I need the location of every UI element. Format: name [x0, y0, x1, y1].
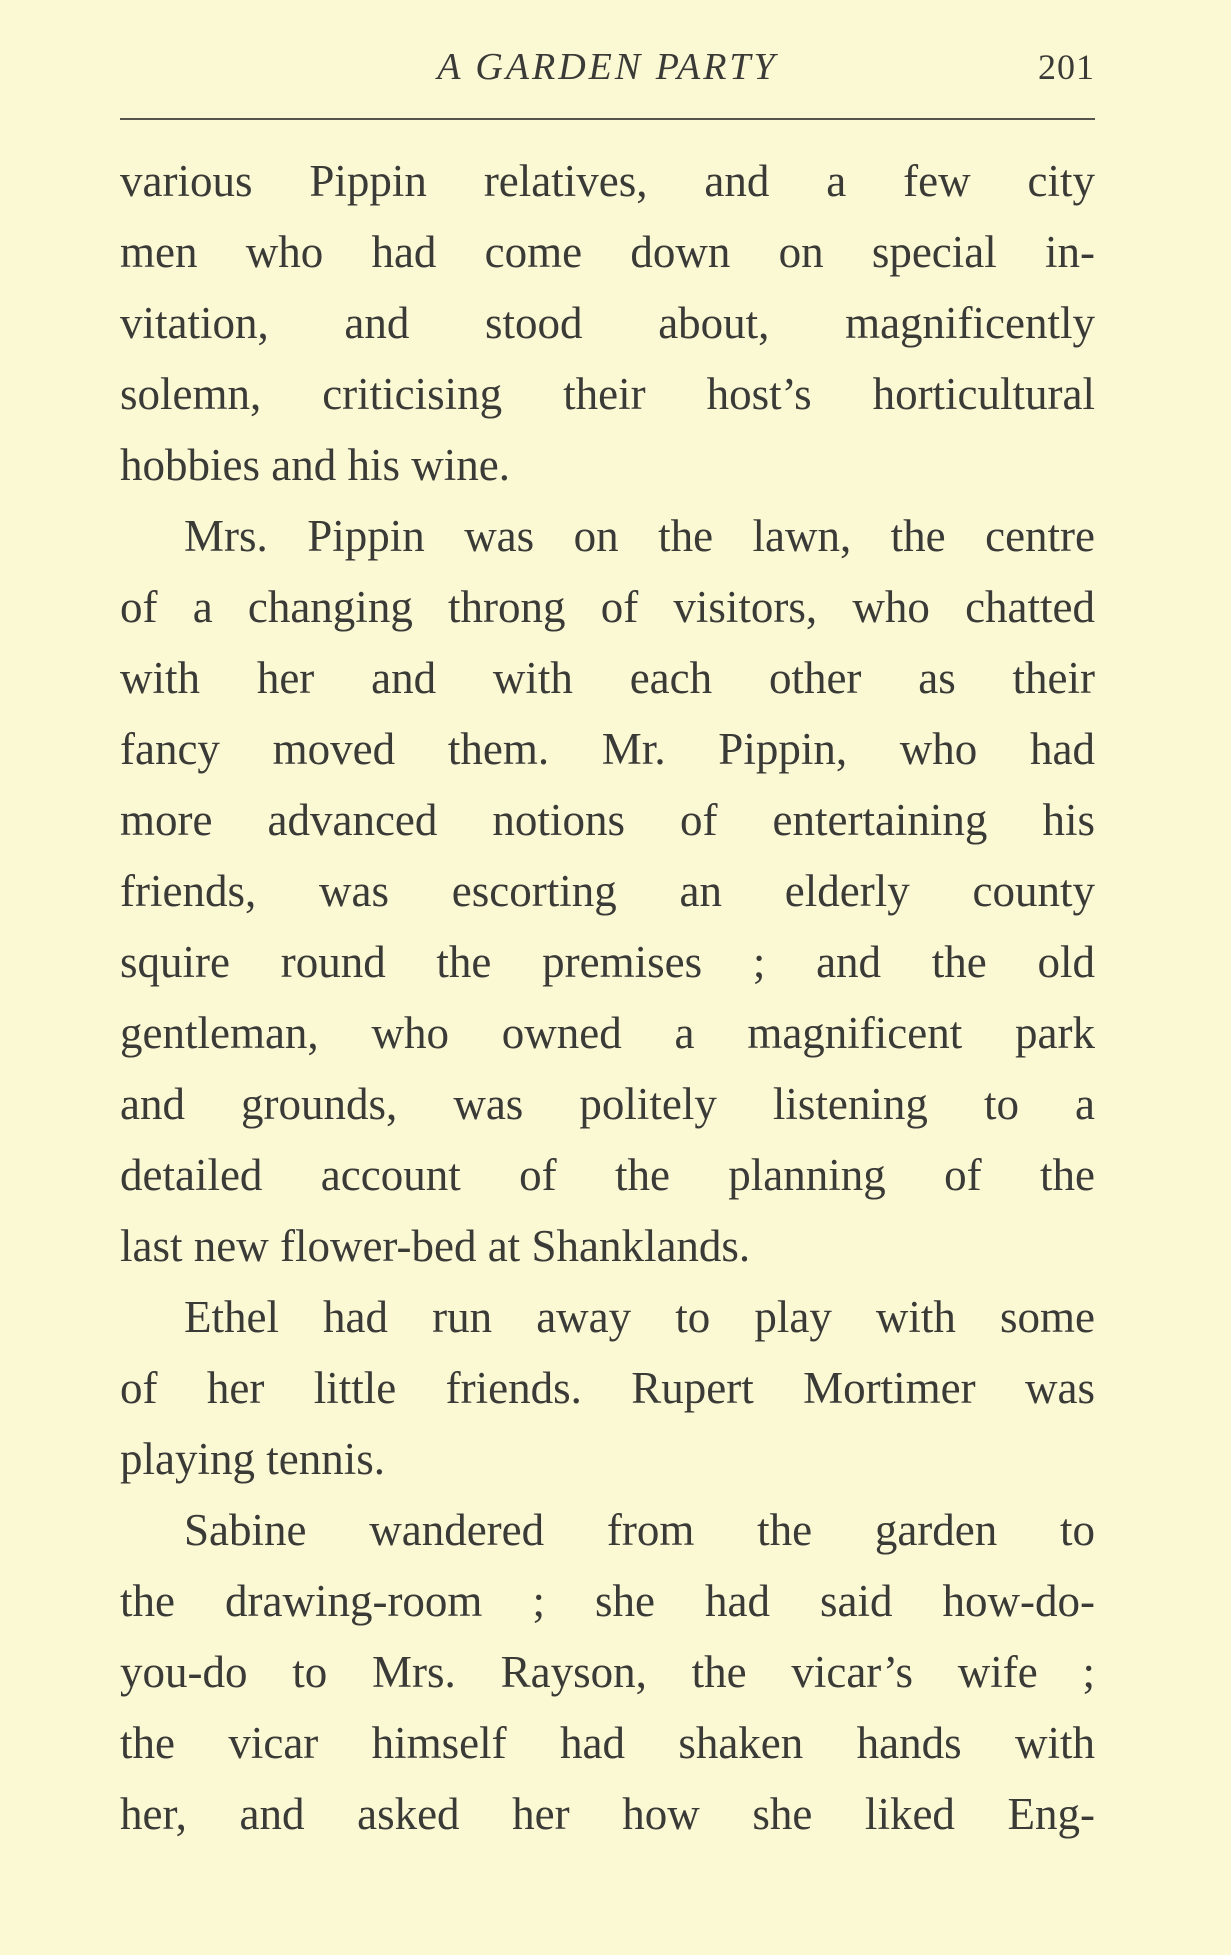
text-line: more advanced notions of entertaining his [120, 795, 1095, 845]
text-line: Sabine wandered from the garden to [184, 1505, 1095, 1555]
page-number: 201 [1038, 47, 1095, 87]
text-line: friends, was escorting an elderly county [120, 866, 1095, 916]
body-text [120, 146, 1095, 1850]
text-line: hobbies and his wine. [120, 440, 510, 490]
text-line: and grounds, was politely listening to a [120, 1079, 1095, 1129]
running-head [120, 42, 1095, 92]
text-line: last new flower-bed at Shanklands. [120, 1221, 751, 1271]
text-line: you-do to Mrs. Rayson, the vicar’s wife ; [120, 1647, 1095, 1697]
text-line: the vicar himself had shaken hands with [120, 1718, 1095, 1768]
text-line: of a changing throng of visitors, who chatted [120, 582, 1095, 632]
text-line: playing tennis. [120, 1434, 385, 1484]
text-line: with her and with each other as their [120, 653, 1095, 703]
text-line: squire round the premises ; and the old [120, 937, 1095, 987]
text-line: Mrs. Pippin was on the lawn, the centre [184, 511, 1095, 561]
text-line: men who had come down on special in- [120, 227, 1095, 277]
text-line: of her little friends. Rupert Mortimer was [120, 1363, 1095, 1413]
running-title: A GARDEN PARTY [437, 46, 778, 88]
text-line: the drawing-room ; she had said how-do- [120, 1576, 1095, 1626]
text-line: Ethel had run away to play with some [184, 1292, 1095, 1342]
text-line: vitation, and stood about, magnificently [120, 298, 1095, 348]
text-line: various Pippin relatives, and a few city [120, 156, 1095, 206]
text-line: fancy moved them. Mr. Pippin, who had [120, 724, 1095, 774]
text-line: detailed account of the planning of the [120, 1150, 1095, 1200]
text-line: solemn, criticising their host’s horticultural [120, 369, 1095, 419]
text-line: gentleman, who owned a magnificent park [120, 1008, 1095, 1058]
header-rule [120, 118, 1095, 120]
text-line: her, and asked her how she liked Eng- [120, 1789, 1095, 1839]
